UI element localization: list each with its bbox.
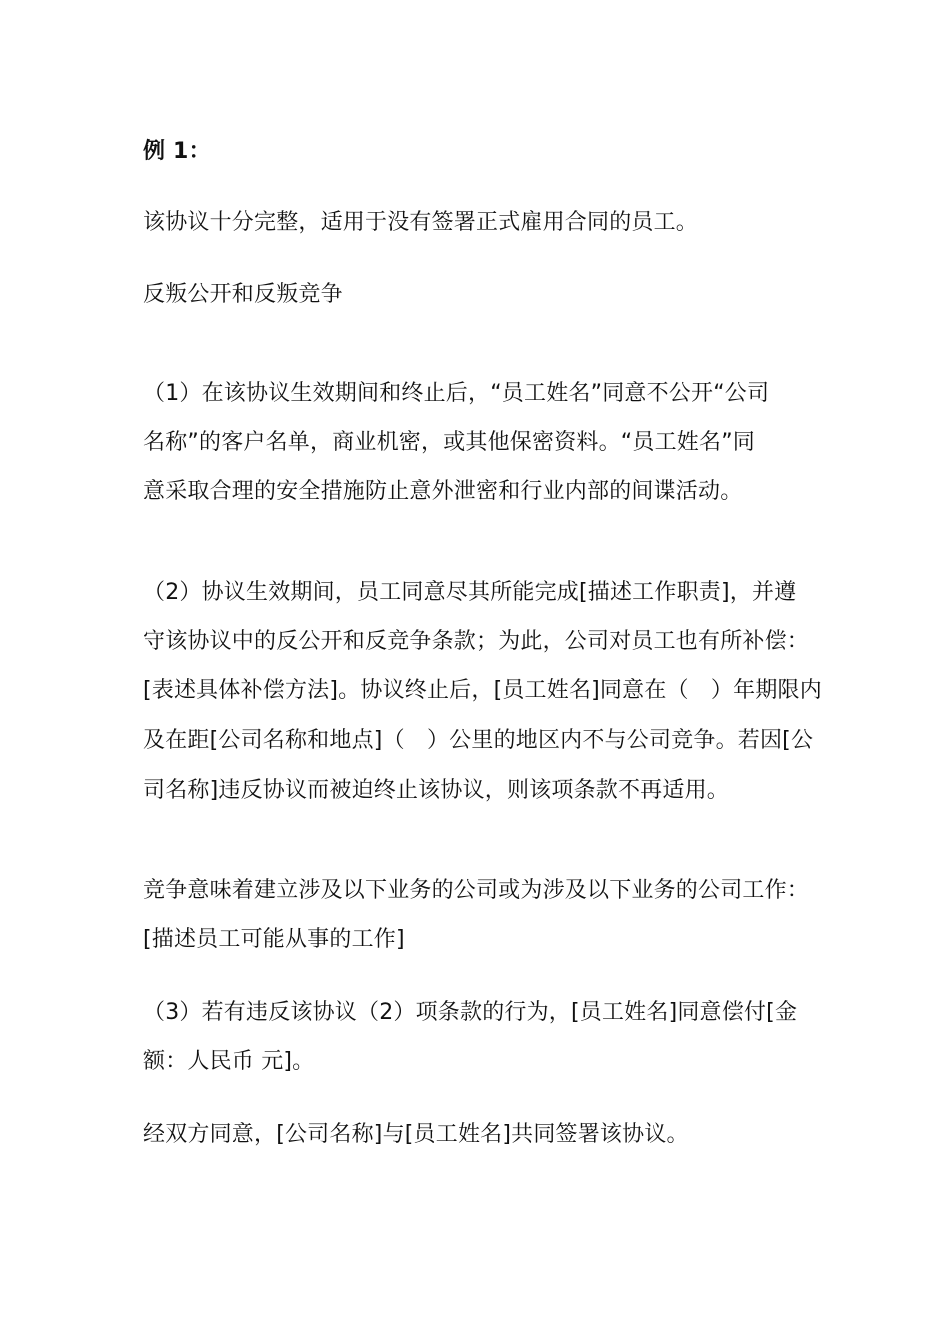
competition-line: [描述员工可能从事的工作] <box>143 927 405 952</box>
clause1-line: （1）在该协议生效期间和终止后，“员工姓名”同意不公开“公司 <box>143 381 770 406</box>
clause3-line: （3）若有违反该协议（2）项条款的行为，[员工姓名]同意偿付[金 <box>143 1000 798 1025</box>
closing-paragraph: 经双方同意，[公司名称]与[员工姓名]共同签署该协议。 <box>143 1122 689 1147</box>
clause2-line: [表述具体补偿方法]。协议终止后，[员工姓名]同意在（ ）年期限内 <box>143 678 822 703</box>
clause2-line: 守该协议中的反公开和反竞争条款；为此，公司对员工也有所补偿： <box>143 629 810 654</box>
clause1-line: 意采取合理的安全措施防止意外泄密和行业内部的间谍活动。 <box>143 479 743 504</box>
competition-line: 竞争意味着建立涉及以下业务的公司或为涉及以下业务的公司工作： <box>143 878 810 903</box>
clause2-line: 及在距[公司名称和地点]（ ）公里的地区内不与公司竞争。若因[公 <box>143 728 814 753</box>
clause2-line: 司名称]违反协议而被迫终止该协议，则该项条款不再适用。 <box>143 778 729 803</box>
section-title: 反叛公开和反叛竞争 <box>143 282 343 307</box>
intro-paragraph: 该协议十分完整，适用于没有签署正式雇用合同的员工。 <box>143 210 699 235</box>
document-heading: 例 1： <box>143 139 211 164</box>
clause3-line: 额：人民币 元]。 <box>143 1049 315 1074</box>
clause2-line: （2）协议生效期间，员工同意尽其所能完成[描述工作职责]，并遵 <box>143 580 797 605</box>
clause1-line: 名称”的客户名单，商业机密，或其他保密资料。“员工姓名”同 <box>143 430 755 455</box>
